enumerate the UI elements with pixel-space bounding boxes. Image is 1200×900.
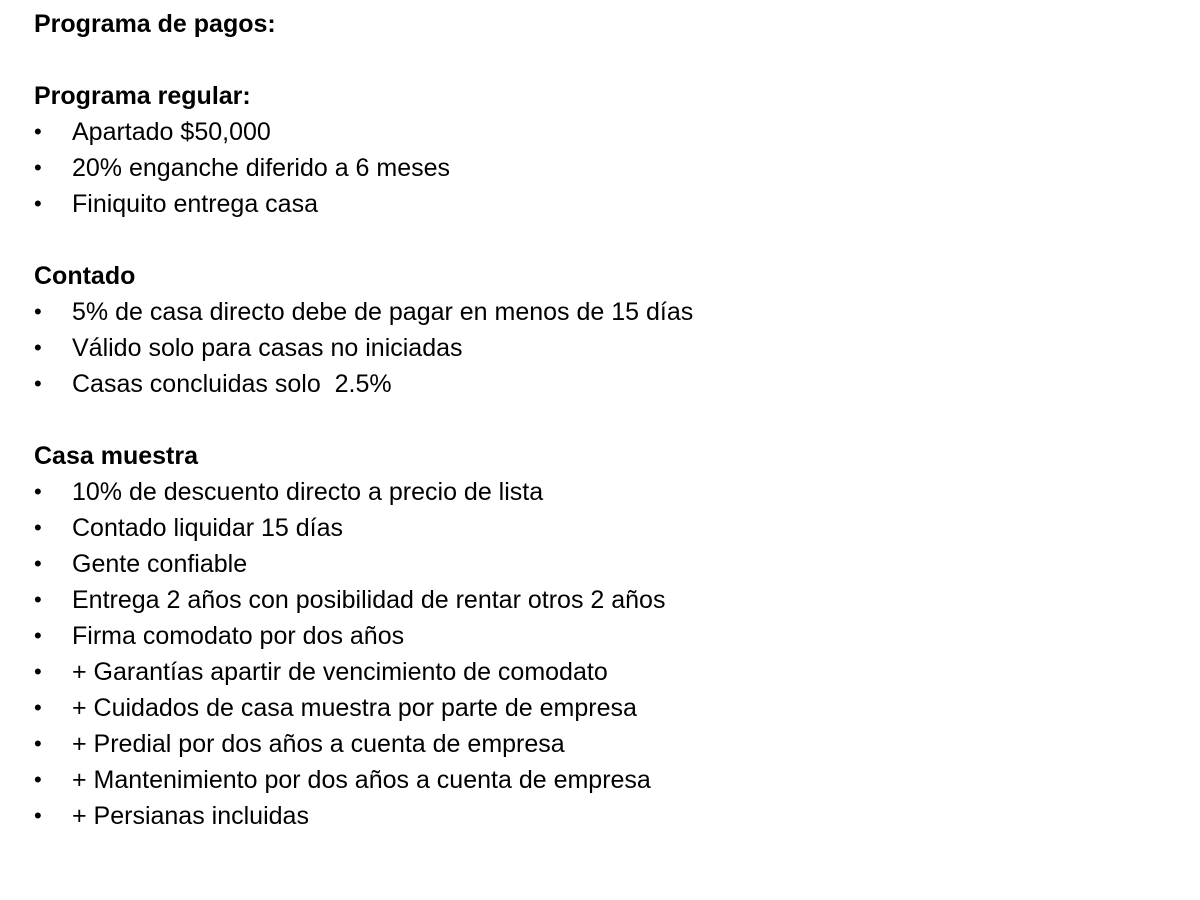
- list-item: [34, 150, 1174, 186]
- list-item: [34, 474, 1174, 510]
- list-item-text: + Cuidados de casa muestra por parte de empresa: [72, 694, 637, 722]
- spacer: [34, 222, 1174, 258]
- list-item-text: Válido solo para casas no iniciadas: [72, 334, 463, 362]
- slide-content: [34, 6, 1174, 834]
- list-item-text: Entrega 2 años con posibilidad de rentar otros 2 años: [72, 586, 666, 614]
- bullet-icon: •: [34, 299, 42, 324]
- list-item-text: Gente confiable: [72, 550, 248, 578]
- list-item-text: + Persianas incluidas: [72, 802, 309, 830]
- bullet-icon: •: [34, 767, 42, 792]
- list-item-text: + Mantenimiento por dos años a cuenta de empresa: [72, 766, 651, 794]
- bullet-icon: •: [34, 623, 42, 648]
- bullet-icon: •: [34, 515, 42, 540]
- list-item: [34, 690, 1174, 726]
- bullet-list-contado: [34, 294, 1174, 402]
- list-item-text: + Garantías apartir de vencimiento de comodato: [72, 658, 608, 686]
- bullet-icon: •: [34, 335, 42, 360]
- bullet-icon: •: [34, 191, 42, 216]
- bullet-icon: •: [34, 551, 42, 576]
- list-item-text: Contado liquidar 15 días: [72, 514, 344, 542]
- list-item: [34, 546, 1174, 582]
- bullet-icon: •: [34, 587, 42, 612]
- list-item-text: Finiquito entrega casa: [72, 190, 318, 218]
- list-item: [34, 618, 1174, 654]
- list-item: [34, 726, 1174, 762]
- page-title: Programa de pagos:: [34, 10, 276, 38]
- bullet-icon: •: [34, 479, 42, 504]
- list-item-text: Firma comodato por dos años: [72, 622, 405, 650]
- list-item: [34, 186, 1174, 222]
- bullet-list-casa-muestra: [34, 474, 1174, 834]
- list-item-text: Apartado $50,000: [72, 118, 271, 146]
- bullet-list-regular: [34, 114, 1174, 222]
- list-item: [34, 294, 1174, 330]
- list-item-text: + Predial por dos años a cuenta de empresa: [72, 730, 565, 758]
- bullet-icon: •: [34, 119, 42, 144]
- list-item-text: Casas concluidas solo 2.5%: [72, 370, 392, 398]
- list-item-text: 10% de descuento directo a precio de lista: [72, 478, 544, 506]
- spacer: [34, 402, 1174, 438]
- bullet-icon: •: [34, 371, 42, 396]
- list-item: [34, 366, 1174, 402]
- list-item-text: 5% de casa directo debe de pagar en menos de 15 días: [72, 298, 694, 326]
- section-heading-contado: Contado: [34, 262, 136, 290]
- section-heading-regular: Programa regular:: [34, 82, 251, 110]
- list-item: [34, 654, 1174, 690]
- bullet-icon: •: [34, 695, 42, 720]
- list-item: [34, 582, 1174, 618]
- spacer: [34, 42, 1174, 78]
- bullet-icon: •: [34, 803, 42, 828]
- list-item: [34, 762, 1174, 798]
- list-item-text: 20% enganche diferido a 6 meses: [72, 154, 451, 182]
- section-heading-casa-muestra: Casa muestra: [34, 442, 198, 470]
- list-item: [34, 330, 1174, 366]
- bullet-icon: •: [34, 155, 42, 180]
- list-item: [34, 510, 1174, 546]
- bullet-icon: •: [34, 659, 42, 684]
- list-item: [34, 798, 1174, 834]
- bullet-icon: •: [34, 731, 42, 756]
- list-item: [34, 114, 1174, 150]
